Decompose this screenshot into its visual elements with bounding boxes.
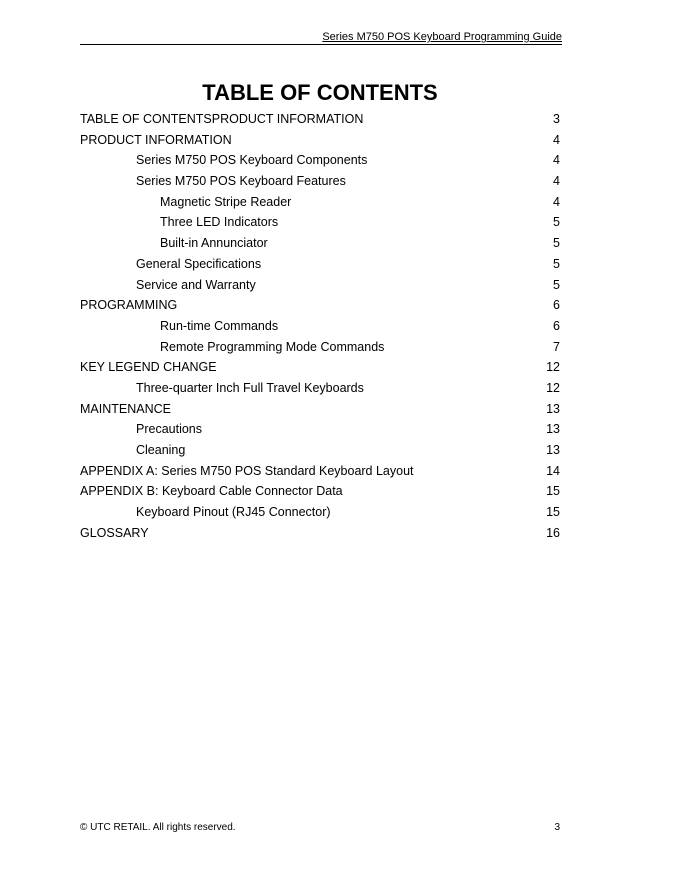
toc-entry-title: Run-time Commands xyxy=(160,318,279,333)
toc-entry[interactable] xyxy=(80,212,560,233)
toc-entry[interactable] xyxy=(80,357,560,378)
toc-entry-page: 3 xyxy=(553,112,560,126)
toc-entry-title: General Specifications xyxy=(136,256,262,271)
toc-entry-title: Series M750 POS Keyboard Components xyxy=(136,153,368,168)
toc-entry-title: GLOSSARY xyxy=(80,525,149,540)
toc-entry[interactable] xyxy=(80,109,560,130)
toc-entry-page: 12 xyxy=(546,360,560,375)
toc-entry-page: 13 xyxy=(546,422,560,437)
toc-entry[interactable] xyxy=(80,378,560,399)
toc-entry-title: Remote Programming Mode Commands xyxy=(160,339,385,354)
toc-entry-page: 13 xyxy=(546,443,560,457)
toc-entry[interactable] xyxy=(80,171,560,192)
footer-page-number: 3 xyxy=(554,822,560,833)
toc-entry-page: 5 xyxy=(553,277,560,292)
toc-entry-page: 4 xyxy=(553,132,560,147)
page-footer xyxy=(80,821,560,835)
toc-entry[interactable] xyxy=(80,295,560,316)
header-title: Series M750 POS Keyboard Programming Guide xyxy=(322,31,562,43)
footer-copyright: © UTC RETAIL. All rights reserved. xyxy=(80,822,236,833)
toc-entry[interactable] xyxy=(80,254,560,275)
toc-entry[interactable] xyxy=(80,233,560,254)
toc-entry-title: MAINTENANCE xyxy=(80,401,171,416)
toc-entry-title: TABLE OF CONTENTSPRODUCT INFORMATION xyxy=(80,112,364,126)
toc-entry-page: 15 xyxy=(546,484,560,499)
toc-entry[interactable] xyxy=(80,523,560,544)
toc-entry[interactable] xyxy=(80,130,560,151)
toc-entry-page: 15 xyxy=(546,505,560,520)
toc-entry-title: Precautions xyxy=(136,422,203,437)
toc-entry-title: APPENDIX B: Keyboard Cable Connector Data xyxy=(80,484,343,499)
toc-entry[interactable] xyxy=(80,316,560,337)
toc-entry[interactable] xyxy=(80,461,560,482)
toc-entry-page: 6 xyxy=(553,318,560,333)
toc-entry-page: 12 xyxy=(546,380,560,395)
toc-entry[interactable] xyxy=(80,440,560,461)
toc-entry[interactable] xyxy=(80,419,560,440)
toc-entry-page: 4 xyxy=(553,174,560,189)
toc-entry[interactable] xyxy=(80,337,560,358)
toc-entry[interactable] xyxy=(80,275,560,296)
toc-entry-page: 5 xyxy=(553,215,560,230)
toc-entry-title: APPENDIX A: Series M750 POS Standard Keyboard Layout xyxy=(80,463,414,478)
toc-entry[interactable] xyxy=(80,481,560,502)
toc-entry-title: Built-in Annunciator xyxy=(160,236,268,251)
toc-entry-page: 5 xyxy=(553,236,560,251)
toc-entry-page: 7 xyxy=(553,339,560,354)
toc-entry-title: PROGRAMMING xyxy=(80,298,178,313)
toc-entry-title: Series M750 POS Keyboard Features xyxy=(136,174,346,189)
toc-entry-title: Three LED Indicators xyxy=(160,215,279,230)
toc-entry-page: 16 xyxy=(546,525,560,540)
toc-entry-title: KEY LEGEND CHANGE xyxy=(80,360,217,375)
toc-entry-title: Cleaning xyxy=(136,443,186,457)
toc-entry-title: Keyboard Pinout (RJ45 Connector) xyxy=(136,505,331,520)
toc-entry-title: Magnetic Stripe Reader xyxy=(160,194,292,209)
toc-entry[interactable] xyxy=(80,192,560,213)
toc-entry-page: 6 xyxy=(553,298,560,313)
toc-entry[interactable] xyxy=(80,150,560,171)
toc-entry-title: PRODUCT INFORMATION xyxy=(80,132,232,147)
page-title: TABLE OF CONTENTS xyxy=(202,80,438,105)
toc-entry-title: Service and Warranty xyxy=(136,277,256,292)
page-header xyxy=(80,31,562,45)
toc-entry[interactable] xyxy=(80,399,560,420)
toc-entry-page: 13 xyxy=(546,401,560,416)
toc-entry-page: 5 xyxy=(553,256,560,271)
toc-entry-title: Three-quarter Inch Full Travel Keyboards xyxy=(136,380,364,395)
toc-entry-page: 4 xyxy=(553,194,560,209)
toc-entry[interactable] xyxy=(80,502,560,523)
table-of-contents xyxy=(80,109,560,543)
toc-entry-page: 14 xyxy=(546,463,560,478)
toc-entry-page: 4 xyxy=(553,153,560,168)
